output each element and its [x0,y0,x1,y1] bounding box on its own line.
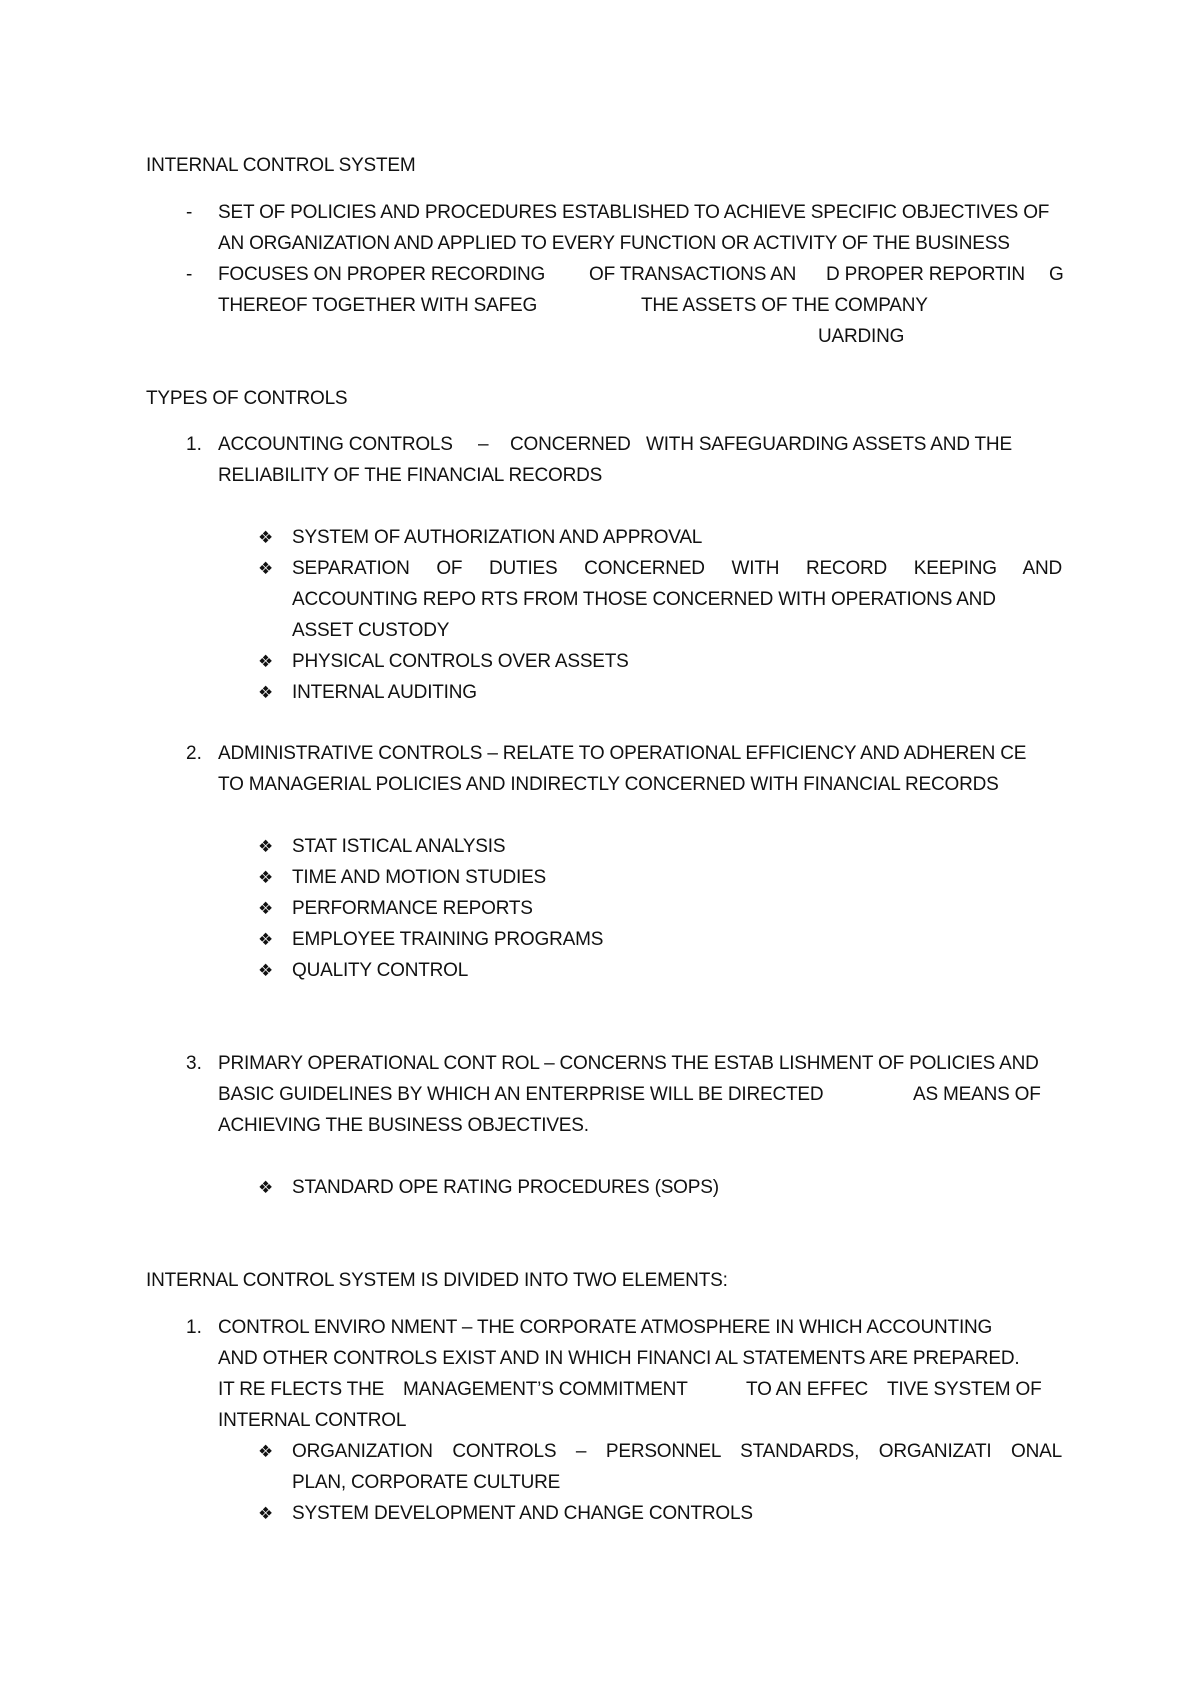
element-description-line: INTERNAL CONTROL [218,1410,407,1431]
control-description-fragment: AS MEANS OF [913,1084,1041,1105]
bullet-item: TIME AND MOTION STUDIES [292,867,547,888]
list-number: 2. [186,743,202,764]
bullet-item: SYSTEM DEVELOPMENT AND CHANGE CONTROLS [292,1503,753,1524]
bullet-item: INTERNAL AUDITING [292,682,477,703]
bullet-item-continuation: ACCOUNTING REPO RTS FROM THOSE CONCERNED WITH OPERATIONS AND [292,589,996,610]
control-title-line: PRIMARY OPERATIONAL CONT ROL – CONCERNS THE ESTAB LISHMENT OF POLICIES AND [218,1053,1039,1074]
diamond-bullet-icon: ❖ [258,899,274,919]
element-title-line: CONTROL ENVIRO NMENT – THE CORPORATE ATMOSPHERE IN WHICH ACCOUNTING [218,1317,993,1338]
list-number: 3. [186,1053,202,1074]
diamond-bullet-icon: ❖ [258,1442,274,1462]
dash-marker: - [186,202,193,223]
definition-fragment: G [1049,264,1064,285]
control-title-fragment: ACCOUNTING CONTROLS [218,434,453,455]
diamond-bullet-icon: ❖ [258,528,274,548]
bullet-item: QUALITY CONTROL [292,960,469,981]
definition-line: SET OF POLICIES AND PROCEDURES ESTABLISHED TO ACHIEVE SPECIFIC OBJECTIVES OF [218,202,1050,223]
definition-line: AN ORGANIZATION AND APPLIED TO EVERY FUNCTION OR ACTIVITY OF THE BUSINESS [218,233,1010,254]
section-heading-internal-control-system: INTERNAL CONTROL SYSTEM [146,155,416,176]
diamond-bullet-icon: ❖ [258,683,274,703]
control-description-line: TO MANAGERIAL POLICIES AND INDIRECTLY CONCERNED WITH FINANCIAL RECORDS [218,774,999,795]
diamond-bullet-icon: ❖ [258,1178,274,1198]
diamond-bullet-icon: ❖ [258,961,274,981]
bullet-item: EMPLOYEE TRAINING PROGRAMS [292,929,604,950]
bullet-item: SEPARATION OF DUTIES CONCERNED WITH RECORD KEEPING AND [292,558,1062,579]
control-title-fragment: – [478,434,489,455]
diamond-bullet-icon: ❖ [258,652,274,672]
definition-fragment: OF TRANSACTIONS AN [589,264,797,285]
control-title-fragment: WITH SAFEGUARDING ASSETS AND THE [646,434,1012,455]
element-description-line: AND OTHER CONTROLS EXIST AND IN WHICH FINANCI AL STATEMENTS ARE PREPARED. [218,1348,1020,1369]
element-description-fragment: TO AN EFFEC [746,1379,869,1400]
section-heading-two-elements: INTERNAL CONTROL SYSTEM IS DIVIDED INTO TWO ELEMENTS: [146,1270,728,1291]
list-number: 1. [186,1317,202,1338]
definition-fragment: THE ASSETS OF THE COMPANY [641,295,928,316]
bullet-item: PERFORMANCE REPORTS [292,898,533,919]
control-description-fragment: BASIC GUIDELINES BY WHICH AN ENTERPRISE WILL BE DIRECTED [218,1084,824,1105]
diamond-bullet-icon: ❖ [258,1504,274,1524]
dash-marker: - [186,264,193,285]
bullet-item: PHYSICAL CONTROLS OVER ASSETS [292,651,629,672]
diamond-bullet-icon: ❖ [258,837,274,857]
diamond-bullet-icon: ❖ [258,868,274,888]
diamond-bullet-icon: ❖ [258,930,274,950]
list-number: 1. [186,434,202,455]
bullet-item: STANDARD OPE RATING PROCEDURES (SOPS) [292,1177,719,1198]
bullet-item-continuation: PLAN, CORPORATE CULTURE [292,1472,561,1493]
element-description-fragment: IT RE FLECTS THE [218,1379,385,1400]
bullet-item: STAT ISTICAL ANALYSIS [292,836,506,857]
section-heading-types-of-controls: TYPES OF CONTROLS [146,388,348,409]
diamond-bullet-icon: ❖ [258,559,274,579]
definition-fragment: THEREOF TOGETHER WITH SAFEG [218,295,538,316]
bullet-item: ORGANIZATION CONTROLS – PERSONNEL STANDARDS, ORGANIZATI ONAL [292,1441,1062,1462]
definition-fragment: UARDING [818,326,905,347]
bullet-item: SYSTEM OF AUTHORIZATION AND APPROVAL [292,527,703,548]
definition-fragment: FOCUSES ON PROPER RECORDING [218,264,546,285]
definition-fragment: D PROPER REPORTIN [826,264,1025,285]
control-description-line: RELIABILITY OF THE FINANCIAL RECORDS [218,465,603,486]
bullet-item-continuation: ASSET CUSTODY [292,620,450,641]
element-description-fragment: TIVE SYSTEM OF [887,1379,1042,1400]
control-title-fragment: CONCERNED [510,434,631,455]
control-title-line: ADMINISTRATIVE CONTROLS – RELATE TO OPERATIONAL EFFICIENCY AND ADHEREN CE [218,743,1027,764]
element-description-fragment: MANAGEMENT’S COMMITMENT [403,1379,688,1400]
control-description-line: ACHIEVING THE BUSINESS OBJECTIVES. [218,1115,589,1136]
